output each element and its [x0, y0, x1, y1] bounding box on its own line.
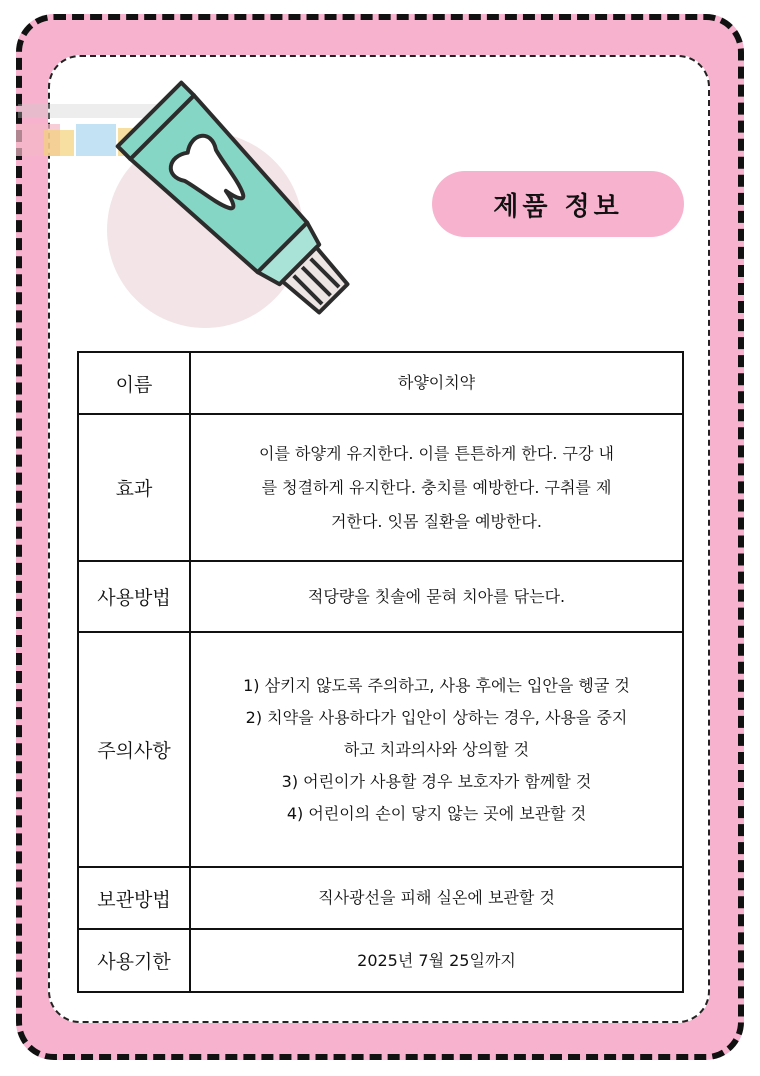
value-line: 이를 하얗게 유지한다. 이를 튼튼하게 한다. 구강 내: [259, 443, 614, 463]
table-row-cautions: [78, 632, 683, 867]
section-title-badge: 제품 정보: [432, 171, 684, 237]
value-line: 거한다. 잇몸 질환을 예방한다.: [331, 511, 542, 531]
row-value: [190, 867, 683, 929]
table-row-usage: [78, 561, 683, 632]
value-line: 적당량을 칫솔에 묻혀 치아를 닦는다.: [307, 586, 566, 606]
row-label: 이름: [78, 352, 190, 414]
row-value: [190, 929, 683, 992]
value-line: 2) 치약을 사용하다가 입안이 상하는 경우, 사용을 중지: [245, 707, 628, 727]
row-label: 효과: [78, 414, 190, 561]
product-info-table: [77, 351, 684, 993]
table-row-expiry: [78, 929, 683, 992]
value-line: 하고 치과의사와 상의할 것: [343, 739, 530, 759]
table-row-name: [78, 352, 683, 414]
value-line: 를 청결하게 유지한다. 충치를 예방한다. 구취를 제: [261, 477, 612, 497]
value-line: 1) 삼키지 않도록 주의하고, 사용 후에는 입안을 헹굴 것: [243, 675, 630, 695]
table-row-storage: [78, 867, 683, 929]
row-value: [190, 352, 683, 414]
row-label: 주의사항: [78, 632, 190, 867]
toothpaste-tube-icon: [100, 75, 380, 335]
row-value: [190, 414, 683, 561]
value-line: 3) 어린이가 사용할 경우 보호자가 함께할 것: [281, 771, 592, 791]
value-line: 직사광선을 피해 실온에 보관할 것: [318, 888, 555, 907]
value-line: 4) 어린이의 손이 닿지 않는 곳에 보관할 것: [286, 803, 587, 823]
table-row-effect: [78, 414, 683, 561]
value-line: 2025년 7월 25일까지: [357, 950, 516, 970]
row-value: [190, 561, 683, 632]
row-value: [190, 632, 683, 867]
row-label: 사용기한: [78, 929, 190, 992]
value-line: 하얗이치약: [397, 373, 476, 392]
row-label: 보관방법: [78, 867, 190, 929]
row-label: 사용방법: [78, 561, 190, 632]
